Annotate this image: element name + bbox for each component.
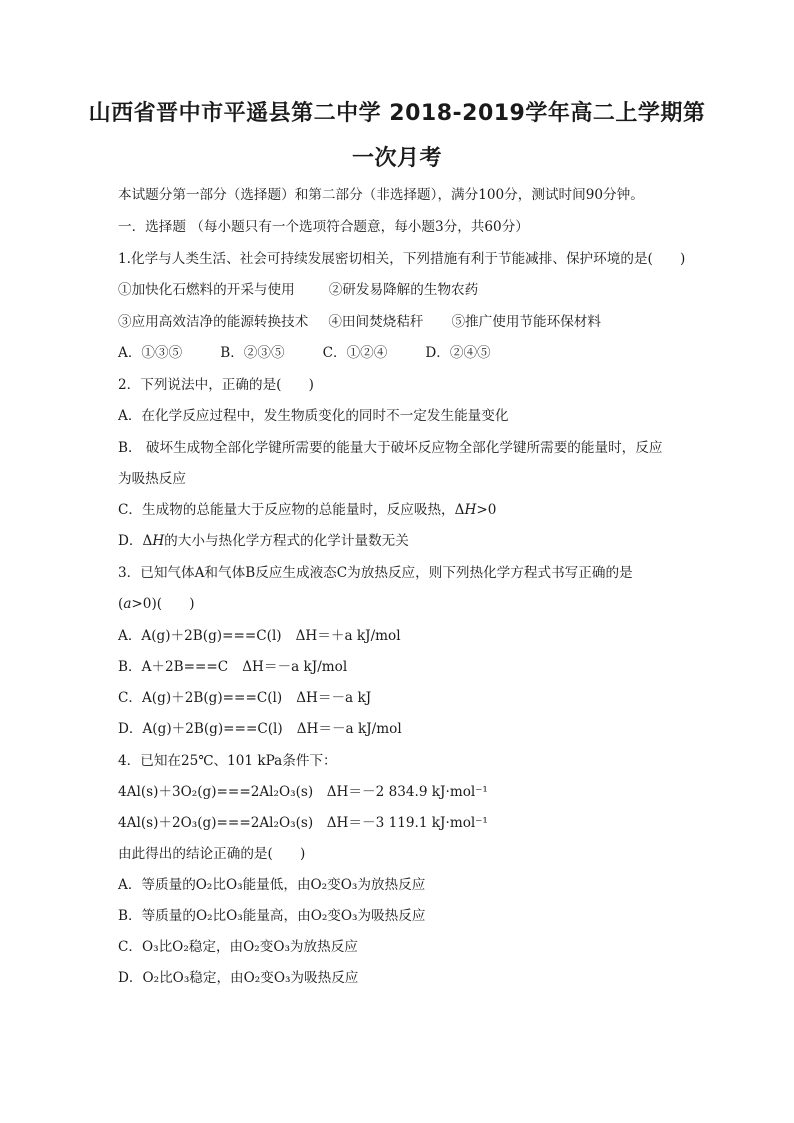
title-line-2: 一次月考 bbox=[351, 146, 442, 171]
q3-choice-c-dh: ΔH＝－a kJ bbox=[296, 690, 372, 706]
q2-choice-d-var: H bbox=[152, 533, 165, 549]
q3-choice-a-dh: ΔH＝＋a kJ/mol bbox=[295, 628, 401, 644]
q3-choice-b-eq: B．A＋2B===C bbox=[118, 659, 229, 675]
title-line-1: 山西省晋中市平遥县第二中学 2018-2019学年高二上学期第 bbox=[88, 101, 706, 126]
q1-choice-d: D．②④⑤ bbox=[425, 345, 491, 361]
q4-stem: 4．已知在25℃、101 kPa条件下： bbox=[118, 753, 337, 769]
q1-statement-4: ④田间焚烧秸秆 bbox=[328, 314, 424, 330]
q2-choice-d-text: 的大小与热化学方程式的化学计量数无关 bbox=[164, 533, 409, 549]
q4-equation-2: 4Al(s)＋2O₃(g)===2Al₂O₃(s) ΔH＝－3 119.1 kJ·mol⁻¹ bbox=[118, 815, 488, 831]
q2-choice-d bbox=[118, 532, 409, 550]
q1-choices bbox=[118, 344, 491, 362]
q2-choice-c bbox=[118, 501, 496, 519]
q1-stem: 1.化学与人类生活、社会可持续发展密切相关，下列措施有利于节能减排、保护环境的是( ) bbox=[118, 251, 686, 267]
q4-choice-d: D．O₂比O₃稳定，由O₂变O₃为吸热反应 bbox=[118, 970, 359, 986]
q1-statement-1: ①加快化石燃料的开采与使用 bbox=[118, 282, 295, 298]
q1-statements-row1 bbox=[118, 281, 478, 299]
q1-choice-a: A．①③⑤ bbox=[118, 345, 183, 361]
intro-text: 本试题分第一部分（选择题）和第二部分（非选择题），满分100分，测试时间90分钟。 bbox=[118, 187, 644, 203]
q1-statement-3: ③应用高效洁净的能源转换技术 bbox=[118, 314, 309, 330]
q2-choice-a: A．在化学反应过程中，发生物质变化的同时不一定发生能量变化 bbox=[118, 408, 509, 424]
q3-choice-d-eq: D．A(g)＋2B(g)===C(l) bbox=[118, 721, 283, 737]
q2-choice-b-line2: 为吸热反应 bbox=[118, 471, 186, 487]
q1-choice-b: B．②③⑤ bbox=[220, 345, 285, 361]
q4-choice-b: B．等质量的O₂比O₃能量高，由O₂变O₃为吸热反应 bbox=[118, 908, 426, 924]
q3-choice-b-dh: ΔH＝－a kJ/mol bbox=[242, 659, 348, 675]
q3-stem-line2: (a>0)( ) bbox=[118, 596, 195, 612]
q1-statements-row2 bbox=[118, 313, 601, 331]
q3-choice-d-dh: ΔH＝－a kJ/mol bbox=[296, 721, 402, 737]
q4-choice-a: A．等质量的O₂比O₃能量低，由O₂变O₃为放热反应 bbox=[118, 877, 426, 893]
q2-choice-b-line1: B. 破坏生成物全部化学键所需要的能量大于破坏反应物全部化学键所需要的能量时，反应 bbox=[118, 440, 663, 456]
q1-statement-2: ②研发易降解的生物农药 bbox=[328, 282, 479, 298]
q4-conclusion-prompt: 由此得出的结论正确的是( ) bbox=[118, 846, 306, 862]
q3-choice-d bbox=[118, 720, 402, 738]
q3-choice-a bbox=[118, 627, 401, 645]
q3-stem-rest: >0)( ) bbox=[131, 596, 195, 612]
q1-choice-c: C．①②④ bbox=[322, 345, 388, 361]
q3-choice-c-eq: C．A(g)＋2B(g)===C(l) bbox=[118, 690, 283, 706]
section-heading: 一．选择题 （每小题只有一个选项符合题意，每小题3分，共60分） bbox=[118, 219, 529, 235]
q2-choice-c-var: H bbox=[464, 502, 477, 518]
q2-choice-d-prefix: D．Δ bbox=[118, 533, 153, 549]
q2-stem: 2．下列说法中，正确的是( ) bbox=[118, 377, 314, 393]
q2-choice-c-suffix: >0 bbox=[476, 502, 497, 518]
q4-equation-1: 4Al(s)＋3O₂(g)===2Al₂O₃(s) ΔH＝－2 834.9 kJ·mol⁻¹ bbox=[118, 784, 488, 800]
q4-choice-c: C．O₃比O₂稳定，由O₂变O₃为放热反应 bbox=[118, 939, 358, 955]
q3-choice-c bbox=[118, 689, 371, 707]
q1-statement-5: ⑤推广使用节能环保材料 bbox=[451, 314, 601, 330]
q3-stem-line1: 3．已知气体A和气体B反应生成液态C为放热反应，则下列热化学方程式书写正确的是 bbox=[118, 565, 633, 581]
q3-choice-a-eq: A．A(g)＋2B(g)===C(l) bbox=[118, 628, 282, 644]
q2-choice-c-text: C．生成物的总能量大于反应物的总能量时，反应吸热，Δ bbox=[118, 502, 465, 518]
q3-var-a: a bbox=[123, 596, 132, 612]
q3-choice-b bbox=[118, 658, 347, 676]
